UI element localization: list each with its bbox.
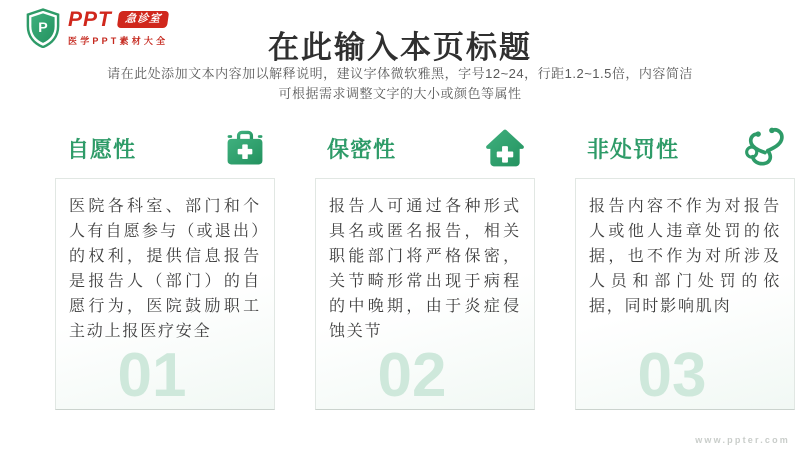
subtitle-line-2: 可根据需求调整文字的大小或颜色等属性 bbox=[278, 86, 522, 102]
logo-subtitle: 医学PPT素材大全 bbox=[68, 36, 169, 46]
site-watermark: www.ppter.com bbox=[695, 435, 790, 445]
page-title: 在此输入本页标题 bbox=[268, 30, 532, 65]
logo-badge: 急诊室 bbox=[117, 11, 169, 28]
card-3-number: 03 bbox=[637, 341, 707, 410]
logo-text: PPT bbox=[68, 8, 112, 31]
shield-letter: P bbox=[38, 20, 48, 37]
column-3-header bbox=[575, 122, 795, 174]
column-3-heading: 非处罚性 bbox=[587, 136, 680, 162]
column-1-heading: 自愿性 bbox=[67, 136, 137, 162]
card-2-number: 02 bbox=[377, 341, 447, 410]
card-1-number: 01 bbox=[117, 341, 187, 410]
medical-home-icon bbox=[483, 126, 527, 170]
columns-container bbox=[55, 122, 795, 410]
column-2-header bbox=[315, 122, 535, 174]
column-2-heading: 保密性 bbox=[327, 136, 397, 162]
column-confidential bbox=[315, 122, 535, 410]
page-subtitle bbox=[55, 64, 745, 104]
card-2-body: 报告人可通过各种形式具名或匿名报告，相关职能部门将严格保密，关节畸形常出现于病程的中晚期，由于炎症侵蚀关节 bbox=[329, 198, 521, 340]
card-nonpunitive bbox=[575, 178, 795, 410]
stethoscope-icon bbox=[743, 126, 787, 170]
card-confidential bbox=[315, 178, 535, 410]
column-nonpunitive bbox=[575, 122, 795, 410]
first-aid-kit-icon bbox=[223, 126, 267, 170]
column-voluntary bbox=[55, 122, 275, 410]
card-1-body: 医院各科室、部门和个人有自愿参与（或退出）的权利，提供信息报告是报告人（部门）的自愿行为，医院鼓励职工主动上报医疗安全 bbox=[69, 198, 261, 340]
card-voluntary bbox=[55, 178, 275, 410]
column-1-header bbox=[55, 122, 275, 174]
subtitle-line-1: 请在此处添加文本内容加以解释说明，建议字体微软雅黑，字号12~24，行距1.2~1.5倍，内容简洁 bbox=[107, 66, 693, 81]
card-3-body: 报告内容不作为对报告人或他人违章处罚的依据，也不作为对所涉及人员和部门处罚的依据，同时影响肌肉 bbox=[589, 198, 781, 315]
